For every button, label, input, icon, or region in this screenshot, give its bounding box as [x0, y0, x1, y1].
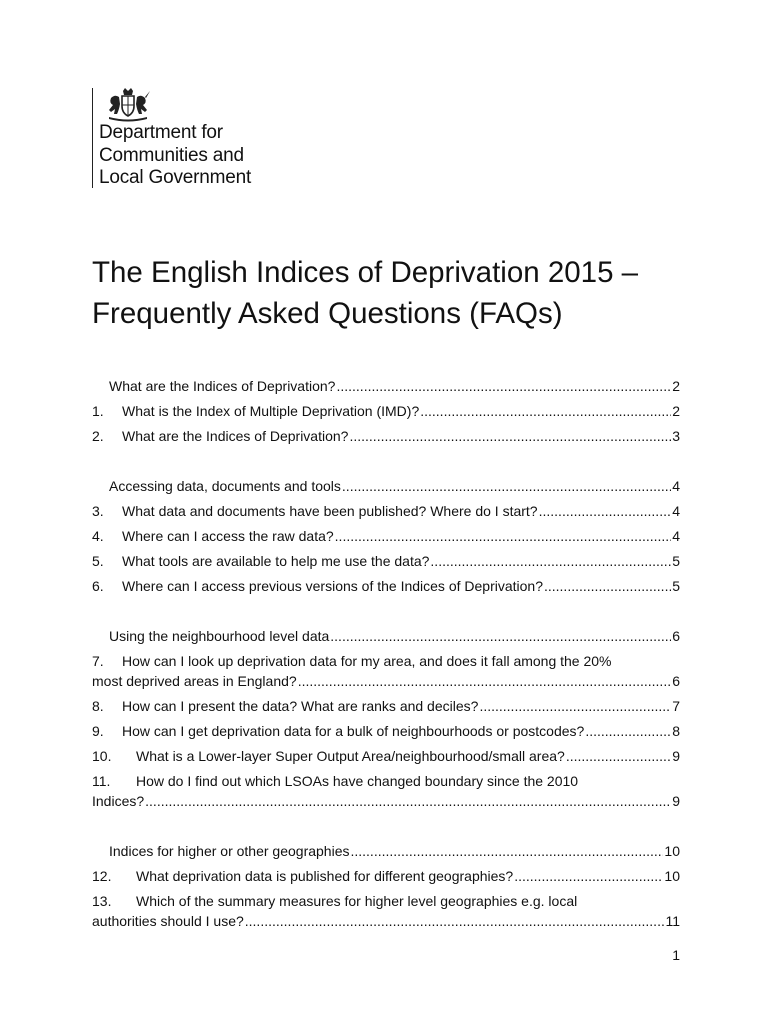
toc-leader-dots — [342, 477, 671, 495]
toc-entry-label: How can I present the data? What are ranks and deciles? — [122, 698, 479, 714]
toc-entry-number: 10. — [92, 748, 112, 764]
toc-page-number: 6 — [672, 628, 680, 644]
toc-entry-label-line-1: How do I find out which LSOAs have changed boundary since the 2010 — [136, 773, 579, 789]
toc-entry-label-line-2: authorities should I use? — [92, 913, 244, 929]
toc-entry-9[interactable] — [92, 722, 680, 747]
toc-section-label: Accessing data, documents and tools — [109, 478, 341, 494]
toc-entry-4[interactable] — [92, 527, 680, 552]
toc-page-number: 11 — [665, 913, 680, 929]
toc-page-number: 2 — [672, 403, 680, 419]
toc-leader-dots — [245, 912, 665, 930]
toc-page-number: 8 — [672, 723, 680, 739]
toc-entry-7[interactable] — [92, 652, 680, 690]
toc-entry-label-line-2: Indices? — [92, 793, 145, 809]
department-name — [99, 122, 251, 190]
toc-entry-5[interactable] — [92, 552, 680, 577]
toc-entry-number: 9. — [92, 723, 104, 739]
toc-entry-number: 13. — [92, 893, 112, 909]
toc-entry-number: 6. — [92, 578, 104, 594]
department-line-3: Local Government — [99, 167, 252, 188]
toc-section-2[interactable] — [92, 477, 680, 502]
toc-entry-number: 3. — [92, 503, 104, 519]
toc-entry-label: Where can I access previous versions of the Indices of Deprivation? — [122, 578, 543, 594]
toc-section-label: Indices for higher or other geographies — [109, 843, 350, 859]
toc-entry-13[interactable] — [92, 892, 680, 930]
toc-page-number: 4 — [672, 478, 680, 494]
toc-entry-label: What is the Index of Multiple Deprivation (IMD)? — [122, 403, 420, 419]
toc-page-number: 6 — [672, 673, 680, 689]
toc-entry-number: 2. — [92, 428, 104, 444]
toc-entry-11[interactable] — [92, 772, 680, 810]
toc-leader-dots — [544, 577, 671, 595]
toc-entry-number: 12. — [92, 868, 112, 884]
toc-entry-number: 8. — [92, 698, 104, 714]
toc-entry-label-line-1: How can I look up deprivation data for my area, and does it fall among the 20% — [122, 653, 612, 669]
department-line-2: Communities and — [99, 144, 244, 166]
toc-entry-label-line-2: most deprived areas in England? — [92, 673, 297, 689]
toc-page-number: 4 — [672, 528, 680, 544]
royal-coat-of-arms-icon — [105, 88, 151, 122]
toc-section-label: Using the neighbourhood level data — [109, 628, 330, 644]
toc-entry-label: How can I get deprivation data for a bulk of neighbourhoods or postcodes? — [122, 723, 585, 739]
toc-entry-number: 11. — [92, 773, 111, 789]
toc-leader-dots — [539, 502, 672, 520]
toc-leader-dots — [566, 747, 671, 765]
toc-entry-1[interactable] — [92, 402, 680, 427]
toc-section-4[interactable] — [92, 842, 680, 867]
toc-section-label: What are the Indices of Deprivation? — [109, 378, 336, 394]
toc-leader-dots — [514, 867, 663, 885]
toc-entry-number: 4. — [92, 528, 104, 544]
toc-leader-dots — [350, 842, 663, 860]
toc-page-number: 7 — [672, 698, 680, 714]
toc-leader-dots — [585, 722, 671, 740]
toc-leader-dots — [420, 402, 671, 420]
department-line-1: Department for — [99, 122, 223, 143]
title-line-1: The English Indices of Deprivation 2015 – — [92, 256, 639, 289]
table-of-contents — [92, 377, 680, 937]
document-title — [92, 252, 732, 334]
toc-entry-label: What deprivation data is published for different geographies? — [136, 868, 514, 884]
toc-entry-label: Where can I access the raw data? — [122, 528, 334, 544]
toc-page-number: 5 — [672, 553, 680, 569]
toc-entry-label: What tools are available to help me use the data? — [122, 553, 430, 569]
toc-entry-label-line-1: Which of the summary measures for higher level geographies e.g. local — [136, 893, 578, 909]
title-line-2: Frequently Asked Questions (FAQs) — [92, 297, 563, 330]
toc-entry-label: What is a Lower-layer Super Output Area/neighbourhood/small area? — [136, 748, 565, 764]
toc-page-number: 5 — [672, 578, 680, 594]
toc-entry-number: 7. — [92, 653, 104, 669]
toc-leader-dots — [330, 627, 671, 645]
toc-entry-3[interactable] — [92, 502, 680, 527]
toc-leader-dots — [479, 697, 671, 715]
toc-page-number: 10 — [664, 868, 680, 884]
toc-entry-12[interactable] — [92, 867, 680, 892]
toc-page-number: 9 — [672, 793, 680, 809]
toc-leader-dots — [145, 792, 671, 810]
toc-leader-dots — [349, 427, 671, 445]
toc-leader-dots — [298, 672, 672, 690]
toc-entry-label: What are the Indices of Deprivation? — [122, 428, 349, 444]
toc-leader-dots — [335, 527, 672, 545]
toc-section-1[interactable] — [92, 377, 680, 402]
toc-page-number: 3 — [672, 428, 680, 444]
toc-page-number: 4 — [672, 503, 680, 519]
toc-entry-label: What data and documents have been published? Where do I start? — [122, 503, 538, 519]
page-number: 1 — [672, 947, 680, 963]
toc-entry-8[interactable] — [92, 697, 680, 722]
toc-leader-dots — [336, 377, 671, 395]
toc-entry-6[interactable] — [92, 577, 680, 602]
toc-page-number: 9 — [672, 748, 680, 764]
toc-page-number: 2 — [672, 378, 680, 394]
toc-entry-number: 5. — [92, 553, 104, 569]
toc-section-3[interactable] — [92, 627, 680, 652]
toc-page-number: 10 — [664, 843, 680, 859]
toc-entry-number: 1. — [92, 403, 104, 419]
dclg-logo — [92, 88, 251, 188]
toc-entry-10[interactable] — [92, 747, 680, 772]
toc-leader-dots — [430, 552, 671, 570]
toc-entry-2[interactable] — [92, 427, 680, 452]
